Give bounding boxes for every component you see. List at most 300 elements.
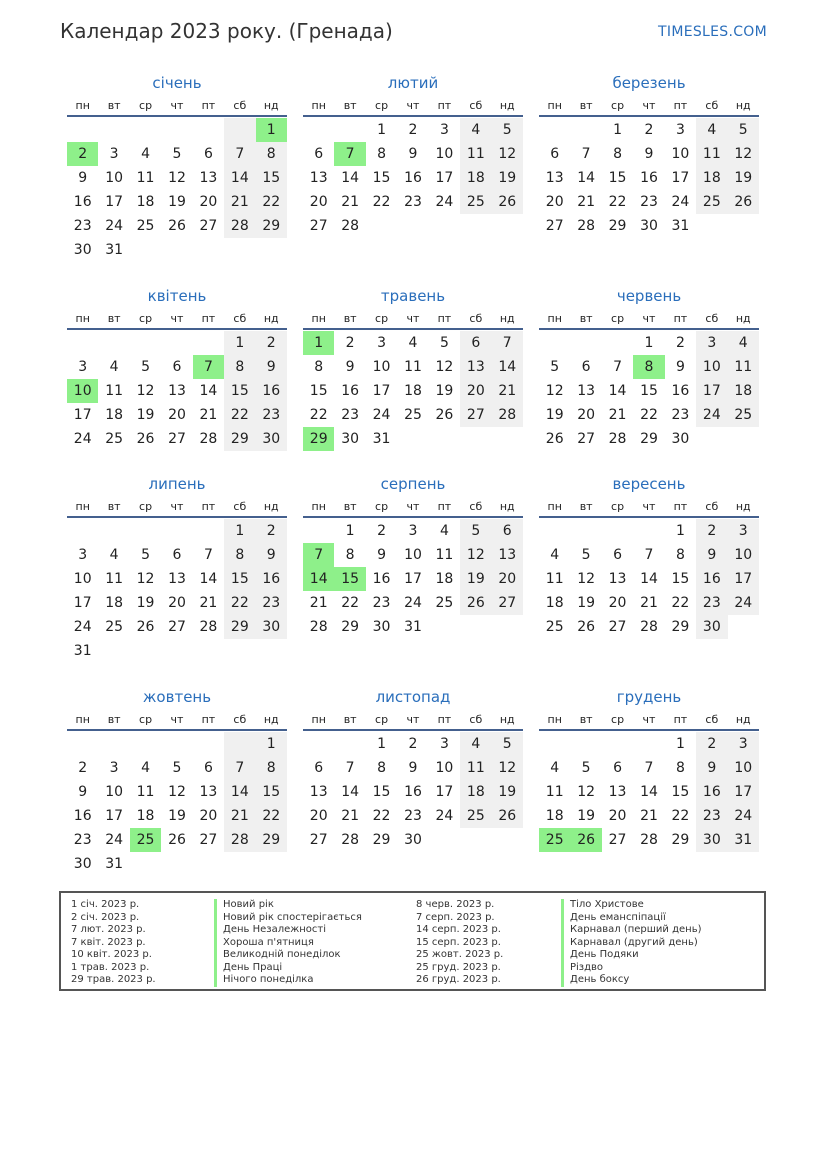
day-cell: 12 [435, 359, 454, 375]
day-cell: 3 [439, 736, 449, 752]
day-cell: 10 [671, 146, 690, 162]
day-cell: 15 [671, 784, 690, 800]
day-cell: 29 [341, 619, 360, 635]
day-cell: 1 [613, 122, 623, 138]
weekday-label: вт [579, 312, 593, 325]
day-cell: 3 [439, 122, 449, 138]
empty-day-cell [429, 214, 460, 238]
day-cell: 30 [696, 828, 727, 852]
day-cell: 27 [492, 591, 523, 615]
weekday-label: пт [673, 99, 688, 112]
day-cell: 1 [224, 519, 255, 543]
day-grid [67, 118, 287, 262]
day-cell: 10 [404, 547, 422, 563]
holiday-legend [59, 891, 766, 991]
day-cell: 8 [256, 142, 287, 166]
day-cell: 2 [256, 331, 287, 355]
empty-day-cell [224, 852, 255, 876]
empty-day-cell [67, 118, 98, 142]
day-cell: 3 [377, 335, 387, 351]
weekday-label: вт [343, 500, 357, 513]
weekday-label: нд [735, 312, 751, 325]
weekday-label: ср [375, 713, 389, 726]
day-cell: 14 [341, 784, 360, 800]
day-grid [539, 331, 759, 451]
day-cell: 10 [105, 784, 124, 800]
header-divider [67, 115, 287, 117]
empty-day-cell [193, 732, 224, 756]
day-cell: 11 [136, 170, 155, 186]
empty-day-cell [130, 238, 161, 262]
day-cell: 13 [460, 355, 491, 379]
weekday-label: сб [469, 500, 483, 513]
empty-day-cell [67, 732, 98, 756]
day-cell: 20 [168, 407, 186, 423]
day-cell: 16 [404, 784, 422, 800]
day-cell: 27 [309, 218, 328, 234]
day-cell: 5 [141, 359, 151, 375]
weekday-label: пт [201, 312, 216, 325]
empty-day-cell [161, 238, 192, 262]
holiday-day-cell: 10 [67, 379, 98, 403]
weekday-label: пт [673, 500, 688, 513]
empty-day-cell [728, 214, 759, 238]
day-cell: 25 [696, 190, 727, 214]
day-cell: 24 [372, 407, 391, 423]
day-cell: 15 [309, 383, 328, 399]
empty-day-cell [429, 615, 460, 639]
day-cell: 28 [640, 619, 658, 635]
day-cell: 16 [640, 170, 658, 186]
day-cell: 24 [696, 403, 727, 427]
day-cell: 10 [372, 359, 391, 375]
day-cell: 5 [172, 760, 182, 776]
header-divider [539, 729, 759, 731]
day-cell: 8 [345, 547, 355, 563]
day-cell: 16 [341, 383, 360, 399]
month-calendar [303, 686, 523, 852]
empty-day-cell [429, 828, 460, 852]
weekday-label: пн [75, 500, 90, 513]
day-cell: 26 [168, 218, 186, 234]
day-cell: 13 [309, 784, 328, 800]
day-cell: 17 [105, 808, 124, 824]
day-cell: 15 [224, 379, 255, 403]
month-calendar [67, 72, 287, 262]
weekday-header [67, 712, 287, 728]
day-cell: 3 [78, 359, 88, 375]
day-cell: 19 [168, 808, 186, 824]
day-cell: 19 [492, 166, 523, 190]
day-cell: 30 [671, 431, 690, 447]
month-name: листопад [375, 688, 451, 706]
day-cell: 23 [671, 407, 690, 423]
empty-day-cell [602, 732, 633, 756]
day-cell: 24 [728, 591, 759, 615]
weekday-label: нд [735, 500, 751, 513]
month-name: грудень [616, 688, 682, 706]
day-cell: 16 [73, 194, 92, 210]
empty-day-cell [570, 331, 601, 355]
day-cell: 3 [696, 331, 727, 355]
weekday-label: пн [547, 713, 562, 726]
day-cell: 12 [545, 383, 564, 399]
day-cell: 18 [136, 808, 155, 824]
month-calendar [67, 473, 287, 663]
day-cell: 1 [675, 523, 685, 539]
day-cell: 2 [696, 519, 727, 543]
weekday-label: пт [437, 500, 452, 513]
weekday-label: пт [437, 713, 452, 726]
day-cell: 19 [168, 194, 186, 210]
month-name: квітень [147, 287, 207, 305]
empty-day-cell [193, 238, 224, 262]
empty-day-cell [256, 852, 287, 876]
month-name: вересень [612, 475, 686, 493]
day-cell: 4 [109, 547, 119, 563]
day-cell: 10 [728, 543, 759, 567]
day-cell: 1 [377, 736, 387, 752]
empty-day-cell [98, 639, 129, 663]
day-cell: 20 [460, 379, 491, 403]
day-grid [303, 519, 523, 639]
day-cell: 31 [671, 218, 690, 234]
day-cell: 6 [492, 519, 523, 543]
empty-day-cell [161, 519, 192, 543]
day-cell: 31 [728, 828, 759, 852]
day-cell: 15 [256, 780, 287, 804]
holiday-day-cell: 25 [539, 828, 570, 852]
day-cell: 11 [136, 784, 155, 800]
day-cell: 1 [644, 335, 654, 351]
weekday-label: чт [406, 713, 420, 726]
weekday-label: пт [673, 713, 688, 726]
day-cell: 9 [256, 355, 287, 379]
day-cell: 9 [377, 547, 387, 563]
empty-day-cell [633, 732, 664, 756]
day-cell: 16 [372, 571, 391, 587]
day-cell: 20 [577, 407, 596, 423]
empty-day-cell [130, 732, 161, 756]
day-cell: 15 [372, 170, 391, 186]
weekday-label: сб [233, 312, 247, 325]
day-cell: 1 [224, 331, 255, 355]
day-cell: 23 [640, 194, 658, 210]
legend-date: 7 квіт. 2023 р. [71, 936, 146, 948]
day-cell: 7 [581, 146, 591, 162]
day-cell: 7 [224, 756, 255, 780]
day-cell: 26 [136, 619, 155, 635]
legend-holiday-name: Різдво [561, 962, 702, 975]
weekday-label: вт [579, 713, 593, 726]
day-cell: 28 [492, 403, 523, 427]
day-grid [67, 732, 287, 876]
day-cell: 2 [377, 523, 387, 539]
day-cell: 28 [341, 218, 360, 234]
holiday-day-cell: 8 [633, 355, 664, 379]
day-cell: 28 [640, 832, 658, 848]
day-cell: 12 [728, 142, 759, 166]
day-cell: 13 [309, 170, 328, 186]
empty-day-cell [303, 519, 334, 543]
empty-day-cell [224, 639, 255, 663]
empty-day-cell [130, 852, 161, 876]
day-cell: 10 [105, 170, 124, 186]
brand-link[interactable]: TIMESLES.COM [658, 24, 767, 40]
day-cell: 29 [256, 214, 287, 238]
day-cell: 7 [224, 142, 255, 166]
day-cell: 9 [345, 359, 355, 375]
day-cell: 21 [341, 808, 360, 824]
weekday-label: сб [469, 99, 483, 112]
weekday-label: нд [499, 713, 515, 726]
day-cell: 27 [309, 832, 328, 848]
weekday-label: пт [673, 312, 688, 325]
weekday-label: пт [201, 99, 216, 112]
weekday-header [67, 98, 287, 114]
day-cell: 31 [73, 643, 92, 659]
day-cell: 12 [577, 784, 596, 800]
day-cell: 21 [492, 379, 523, 403]
day-cell: 23 [341, 407, 360, 423]
weekday-label: пт [201, 500, 216, 513]
day-cell: 21 [199, 595, 218, 611]
day-cell: 10 [73, 571, 92, 587]
legend-holiday-name: День Подяки [561, 949, 702, 962]
day-grid [539, 118, 759, 238]
day-cell: 8 [224, 355, 255, 379]
day-cell: 17 [73, 595, 92, 611]
empty-day-cell [256, 238, 287, 262]
month-name: липень [148, 475, 206, 493]
month-calendar [67, 285, 287, 451]
day-cell: 29 [256, 828, 287, 852]
weekday-label: вт [579, 99, 593, 112]
day-cell: 17 [105, 194, 124, 210]
month-calendar [303, 285, 523, 451]
day-cell: 29 [224, 427, 255, 451]
day-cell: 6 [314, 760, 324, 776]
day-cell: 5 [581, 760, 591, 776]
day-cell: 17 [404, 571, 422, 587]
day-cell: 7 [492, 331, 523, 355]
empty-day-cell [539, 118, 570, 142]
day-cell: 26 [492, 804, 523, 828]
legend-holiday-name: Тіло Христове [561, 899, 702, 912]
day-cell: 8 [613, 146, 623, 162]
header-divider [67, 328, 287, 330]
day-cell: 31 [105, 856, 124, 872]
empty-day-cell [570, 118, 601, 142]
day-cell: 7 [203, 547, 213, 563]
weekday-header [67, 499, 287, 515]
day-cell: 27 [608, 832, 627, 848]
legend-left-names [214, 899, 362, 987]
holiday-day-cell: 1 [256, 118, 287, 142]
weekday-label: чт [642, 713, 656, 726]
day-cell: 5 [439, 335, 449, 351]
day-cell: 30 [73, 856, 92, 872]
weekday-header [539, 311, 759, 327]
day-cell: 6 [203, 146, 213, 162]
day-cell: 24 [435, 808, 454, 824]
weekday-label: ср [611, 312, 625, 325]
weekday-label: чт [406, 500, 420, 513]
day-cell: 19 [545, 407, 564, 423]
day-cell: 19 [136, 595, 155, 611]
day-cell: 22 [372, 194, 391, 210]
month-calendar [303, 72, 523, 238]
day-cell: 22 [671, 595, 690, 611]
day-cell: 8 [314, 359, 324, 375]
day-cell: 13 [168, 571, 186, 587]
empty-day-cell [224, 732, 255, 756]
day-grid [303, 331, 523, 451]
day-cell: 22 [256, 190, 287, 214]
empty-day-cell [539, 331, 570, 355]
weekday-label: ср [611, 500, 625, 513]
day-cell: 7 [644, 760, 654, 776]
day-cell: 9 [408, 146, 418, 162]
day-cell: 27 [199, 832, 218, 848]
weekday-label: вт [107, 99, 121, 112]
day-cell: 18 [460, 780, 491, 804]
day-cell: 24 [105, 832, 124, 848]
day-cell: 5 [460, 519, 491, 543]
day-cell: 30 [341, 431, 360, 447]
day-cell: 9 [644, 146, 654, 162]
weekday-header [303, 712, 523, 728]
empty-day-cell [539, 519, 570, 543]
header-divider [303, 516, 523, 518]
day-cell: 3 [728, 519, 759, 543]
day-cell: 1 [345, 523, 355, 539]
day-cell: 18 [728, 379, 759, 403]
day-cell: 22 [608, 194, 627, 210]
month-name: жовтень [142, 688, 212, 706]
day-cell: 28 [199, 431, 218, 447]
day-cell: 14 [224, 166, 255, 190]
legend-right-dates [416, 899, 503, 987]
weekday-header [303, 311, 523, 327]
day-grid [303, 732, 523, 852]
empty-day-cell [429, 427, 460, 451]
day-cell: 21 [341, 194, 360, 210]
month-name: червень [616, 287, 682, 305]
day-cell: 16 [256, 379, 287, 403]
day-cell: 4 [550, 547, 560, 563]
day-cell: 25 [105, 619, 124, 635]
day-cell: 19 [728, 166, 759, 190]
empty-day-cell [492, 828, 523, 852]
empty-day-cell [130, 519, 161, 543]
day-cell: 20 [608, 808, 627, 824]
day-cell: 5 [550, 359, 560, 375]
day-cell: 3 [408, 523, 418, 539]
day-cell: 30 [640, 218, 658, 234]
day-cell: 27 [460, 403, 491, 427]
day-cell: 24 [105, 218, 124, 234]
legend-date: 10 квіт. 2023 р. [71, 949, 152, 960]
day-cell: 29 [224, 615, 255, 639]
day-cell: 28 [608, 431, 627, 447]
empty-day-cell [539, 732, 570, 756]
empty-day-cell [492, 615, 523, 639]
weekday-header [303, 499, 523, 515]
day-cell: 19 [460, 567, 491, 591]
legend-holiday-name: Нічого понеділка [214, 974, 362, 987]
empty-day-cell [130, 118, 161, 142]
day-cell: 15 [640, 383, 658, 399]
day-cell: 3 [109, 760, 119, 776]
day-cell: 26 [728, 190, 759, 214]
day-cell: 4 [550, 760, 560, 776]
day-cell: 25 [105, 431, 124, 447]
day-cell: 22 [372, 808, 391, 824]
empty-day-cell [334, 118, 365, 142]
day-cell: 26 [492, 190, 523, 214]
day-cell: 5 [141, 547, 151, 563]
legend-holiday-name: Новий рік спостерігається [214, 912, 362, 925]
day-cell: 27 [608, 619, 627, 635]
day-cell: 12 [136, 571, 155, 587]
weekday-label: нд [735, 99, 751, 112]
day-cell: 22 [256, 804, 287, 828]
legend-date: 2 січ. 2023 р. [71, 911, 140, 923]
day-cell: 28 [224, 828, 255, 852]
day-cell: 25 [460, 190, 491, 214]
day-cell: 18 [136, 194, 155, 210]
day-cell: 29 [671, 832, 690, 848]
day-cell: 14 [577, 170, 596, 186]
month-name: серпень [380, 475, 446, 493]
empty-day-cell [602, 519, 633, 543]
day-cell: 6 [172, 547, 182, 563]
empty-day-cell [130, 639, 161, 663]
legend-date: 29 трав. 2023 р. [71, 974, 156, 985]
empty-day-cell [570, 732, 601, 756]
legend-holiday-name: День Незалежності [214, 924, 362, 937]
day-cell: 15 [608, 170, 627, 186]
weekday-label: пн [75, 99, 90, 112]
day-cell: 12 [577, 571, 596, 587]
day-cell: 19 [577, 595, 596, 611]
day-cell: 31 [105, 242, 124, 258]
day-cell: 23 [372, 595, 391, 611]
day-cell: 16 [696, 780, 727, 804]
day-cell: 12 [460, 543, 491, 567]
weekday-label: ср [139, 500, 153, 513]
day-cell: 23 [404, 194, 422, 210]
day-cell: 6 [172, 359, 182, 375]
weekday-label: нд [735, 713, 751, 726]
day-cell: 15 [372, 784, 391, 800]
day-cell: 14 [199, 571, 218, 587]
day-cell: 17 [435, 170, 454, 186]
empty-day-cell [98, 118, 129, 142]
empty-day-cell [460, 427, 491, 451]
day-cell: 6 [581, 359, 591, 375]
day-cell: 13 [577, 383, 596, 399]
day-cell: 3 [675, 122, 685, 138]
day-cell: 28 [577, 218, 596, 234]
month-calendar [67, 686, 287, 876]
day-cell: 27 [545, 218, 564, 234]
weekday-label: вт [107, 312, 121, 325]
weekday-label: нд [499, 500, 515, 513]
header-divider [303, 328, 523, 330]
day-cell: 20 [608, 595, 627, 611]
